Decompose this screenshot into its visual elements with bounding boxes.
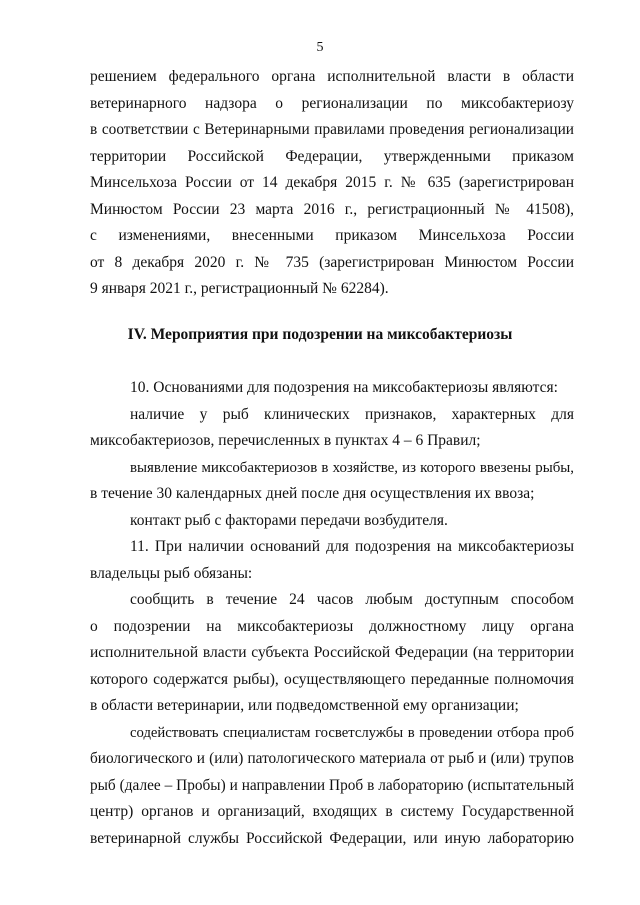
text-line: рыб (далее – Пробы) и направлении Проб в лабораторию (испытательный — [90, 776, 574, 794]
text-line: ветеринарного надзора о регионализации по миксобактериозу — [90, 94, 574, 112]
text-line: содействовать специалистам госветслужбы в проведении отбора проб — [130, 724, 574, 741]
text-line: выявление миксобактериозов в хозяйстве, из которого ввезены рыбы, — [130, 459, 574, 476]
section-body — [90, 375, 574, 852]
text-line: от 8 декабря 2020 г. № 735 (зарегистрирован Минюстом России — [90, 253, 574, 271]
text-line: в течение 30 календарных дней после дня осуществления их ввоза; — [90, 485, 535, 502]
page-number: 5 — [316, 40, 324, 55]
text-line: о подозрении на миксобактериозы должностному лицу органа — [90, 617, 574, 635]
text-line: контакт рыб с факторами передачи возбудителя. — [130, 511, 448, 529]
paragraph-10: 10. Основаниями для подозрения на миксобактериозы являются: — [130, 379, 558, 396]
text-line: миксобактериозов, перечисленных в пунктах 4 – 6 Правил; — [90, 432, 481, 449]
text-line: Минюстом России 23 марта 2016 г., регистрационный № 41508), — [90, 200, 574, 218]
paragraph-11: 11. При наличии оснований для подозрения на миксобактериозы — [130, 538, 574, 555]
text-line: наличие у рыб клинических признаков, характерных для — [130, 405, 574, 423]
text-line: центр) органов и организаций, входящих в систему Государственной — [90, 803, 574, 820]
text-line: в области ветеринарии, или подведомственной ему организации; — [90, 697, 519, 714]
text-line: владельцы рыб обязаны: — [90, 564, 253, 582]
text-line: исполнительной власти субъекта Российской Федерации (на территории — [90, 644, 574, 661]
text-line: сообщить в течение 24 часов любым доступным способом — [130, 591, 574, 608]
text-line: биологического и (или) патологического материала от рыб и (или) трупов — [90, 750, 574, 767]
text-line: в соответствии с Ветеринарными правилами проведения регионализации — [90, 121, 574, 138]
text-line: которого содержатся рыбы), осуществляющего переданные полномочия — [90, 670, 574, 688]
text-line: с изменениями, внесенными приказом Минсельхоза России — [90, 227, 574, 244]
text-line: решением федерального органа исполнительной власти в области — [90, 68, 574, 85]
text-line: ветеринарной службы Российской Федерации, или иную лабораторию — [90, 829, 574, 847]
section-heading: IV. Мероприятия при подозрении на миксобактериозы — [127, 326, 513, 343]
text-line: 9 января 2021 г., регистрационный № 62284). — [90, 280, 389, 297]
text-line: Минсельхоза России от 14 декабря 2015 г. № 635 (зарегистрирован — [90, 174, 574, 191]
text-line: территории Российской Федерации, утвержденными приказом — [90, 147, 574, 165]
intro-paragraph — [90, 64, 574, 303]
